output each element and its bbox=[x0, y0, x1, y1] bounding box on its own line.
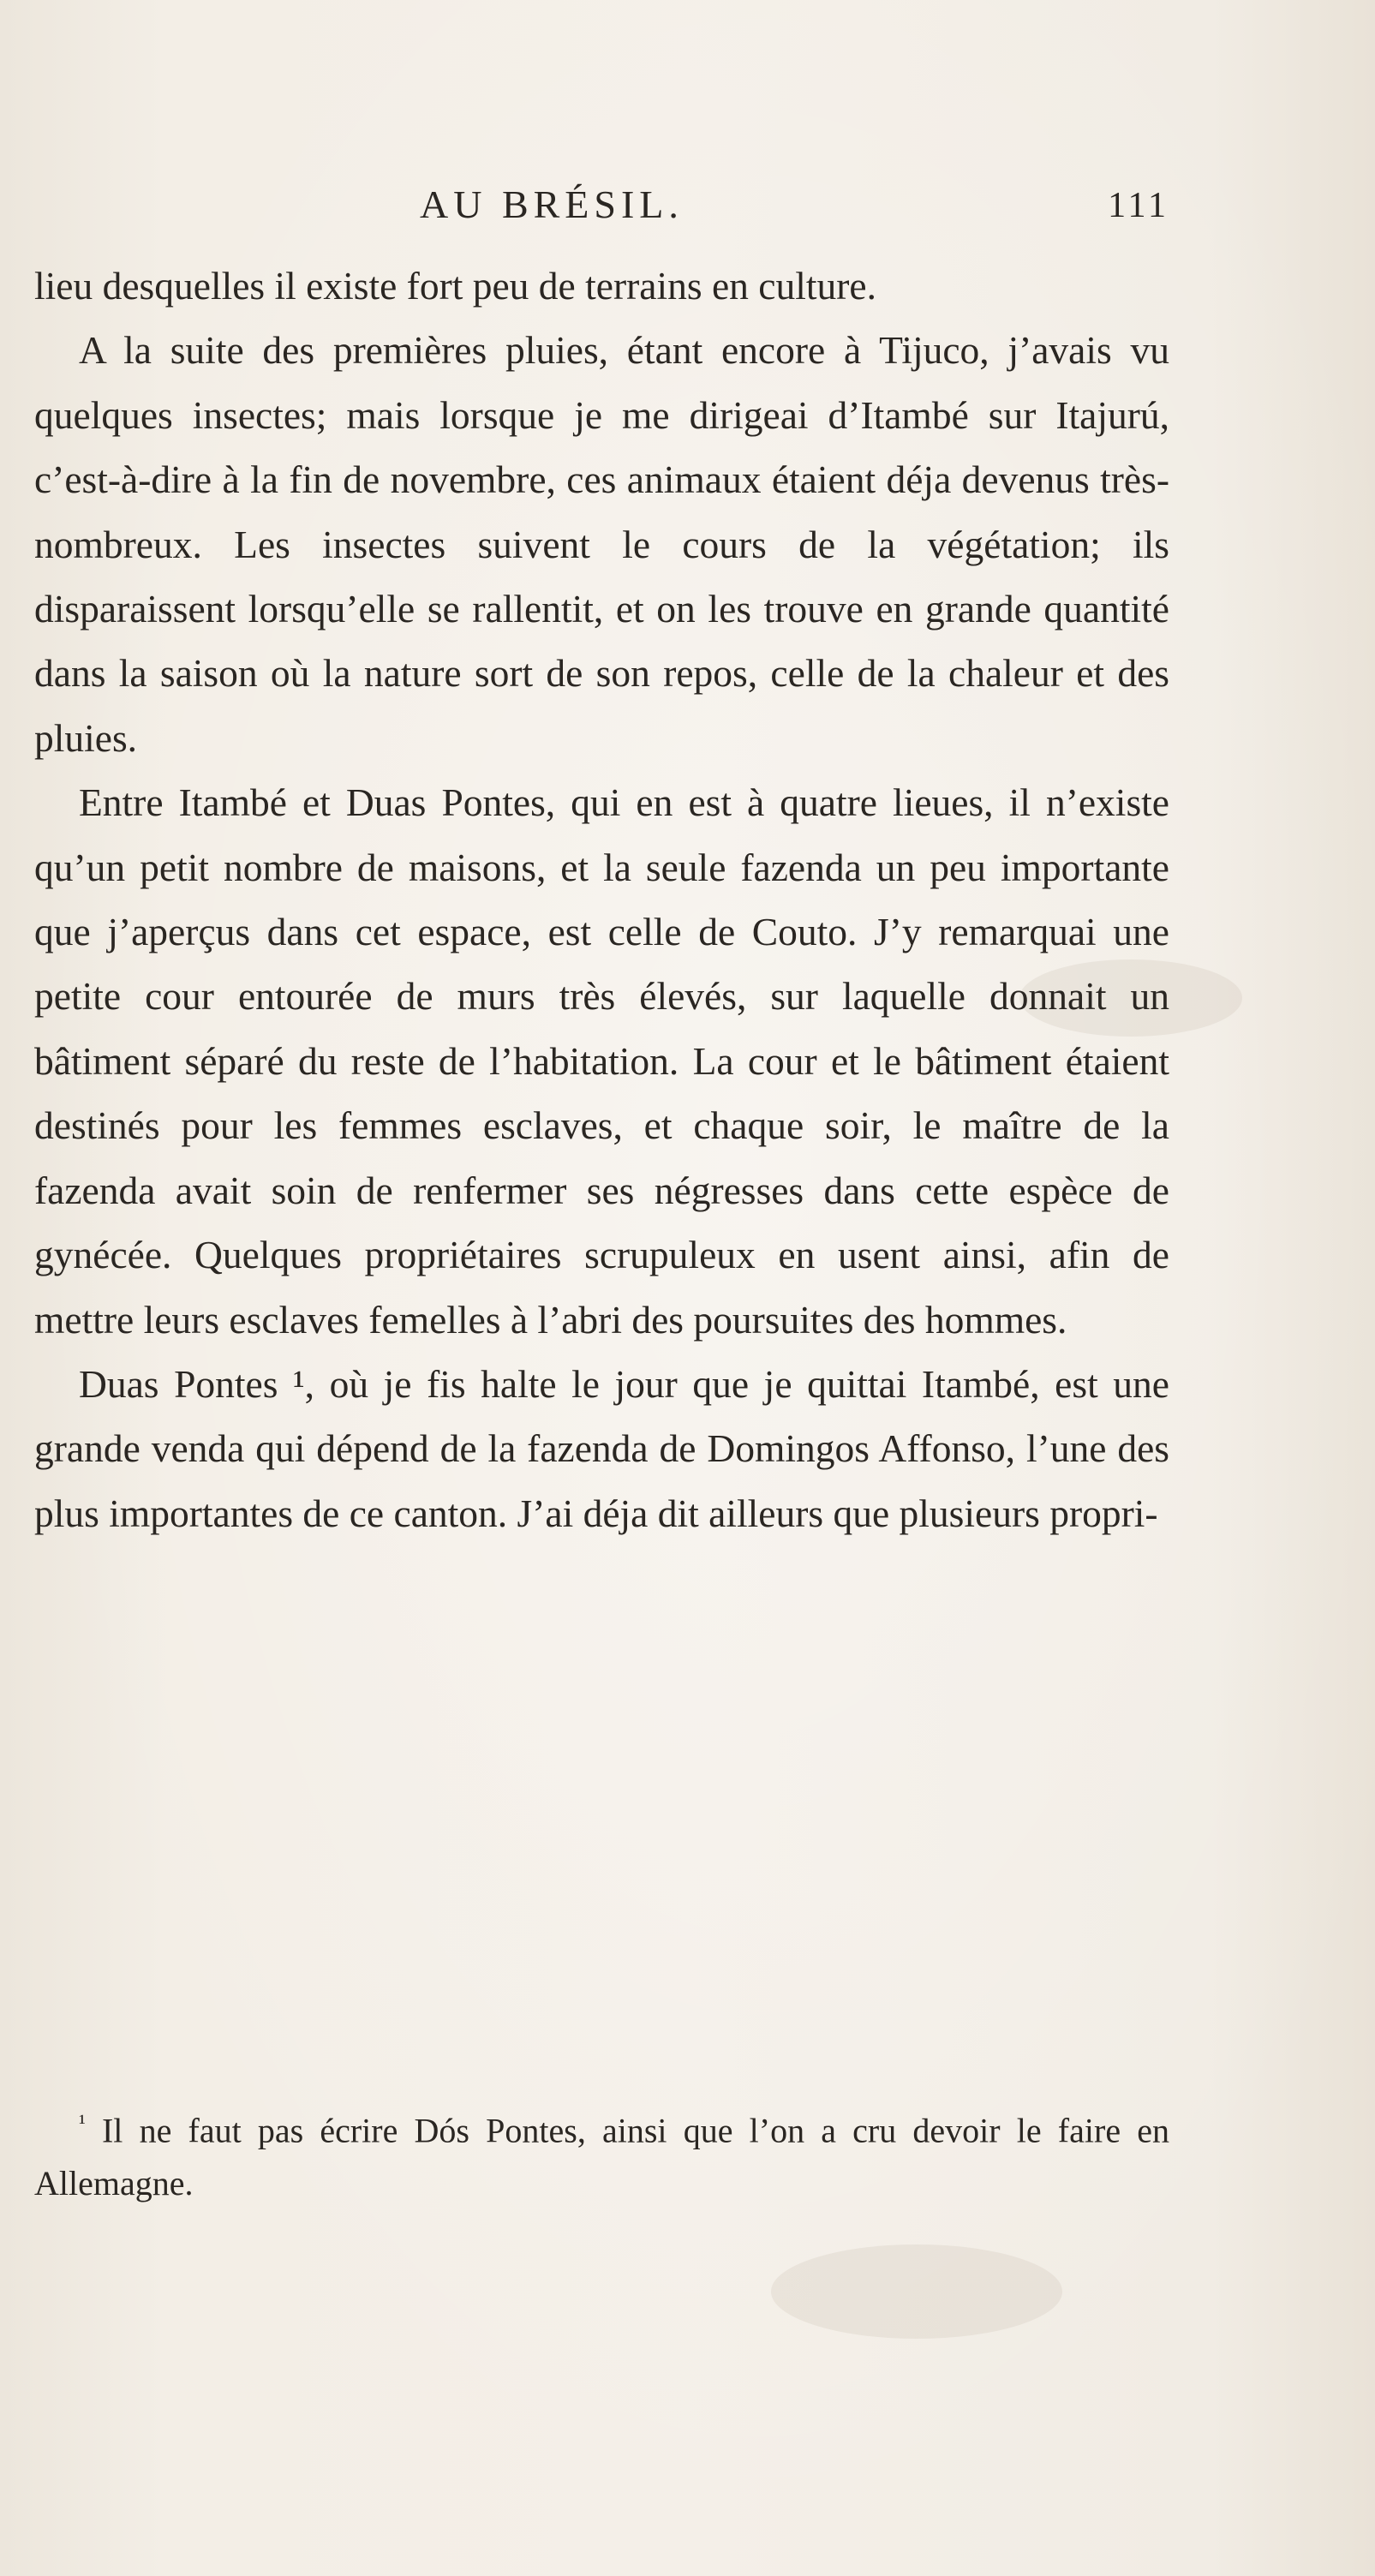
paper-stain bbox=[771, 2244, 1062, 2339]
running-title: AU BRÉSIL. bbox=[420, 182, 684, 226]
body-text bbox=[34, 254, 1169, 1545]
paragraph: Duas Pontes ¹, où je fis halte le jour que je quittai Itambé, est une grande venda qui dépend de la fazenda de Domingos Affonso, l’une des plus importantes de ce canton. J’ai déja dit ailleurs que plusieurs propri- bbox=[34, 1361, 1169, 1535]
footnote-text: Il ne faut pas écrire Dós Pontes, ainsi que l’on a cru devoir le faire en Allemagne. bbox=[34, 2111, 1169, 2203]
paragraph: lieu desquelles il existe fort peu de terrains en culture. bbox=[34, 264, 876, 308]
page-number: 111 bbox=[1108, 186, 1169, 225]
paragraph: Entre Itambé et Duas Pontes, qui en est à quatre lieues, il n’existe qu’un petit nombre de maisons, et la seule fazenda un peu importante que j’aperçus dans cet espace, est celle de Couto. J’y remarquai une petite cour entourée de murs très élevés, sur laquelle donnait un bâtiment séparé du reste de l’habitation. La cour et le bâtiment étaient destinés pour les femmes esclaves, et chaque soir, le maître de la fazenda avait soin de renfermer ses négresses dans cette espèce de gynécée. Quelques propriétaires scrupuleux en usent ainsi, afin de mettre leurs esclaves femelles à l’abri des poursuites des hommes. bbox=[34, 780, 1169, 1342]
running-head bbox=[34, 182, 1169, 233]
footnote-marker: ¹ bbox=[79, 2110, 86, 2135]
footnote bbox=[34, 2096, 1169, 2210]
paragraph: A la suite des premières pluies, étant encore à Tijuco, j’avais vu quelques insectes; mais lorsque je me dirigeai d’Itambé sur Itajurú, c’est-à-dire à la fin de novembre, ces animaux étaient déja devenus très-nombreux. Les insectes suivent le cours de la végétation; ils disparaissent lorsqu’elle se rallentit, et on les trouve en grande quantité dans la saison où la nature sort de son repos, celle de la chaleur et des pluies. bbox=[34, 328, 1169, 760]
